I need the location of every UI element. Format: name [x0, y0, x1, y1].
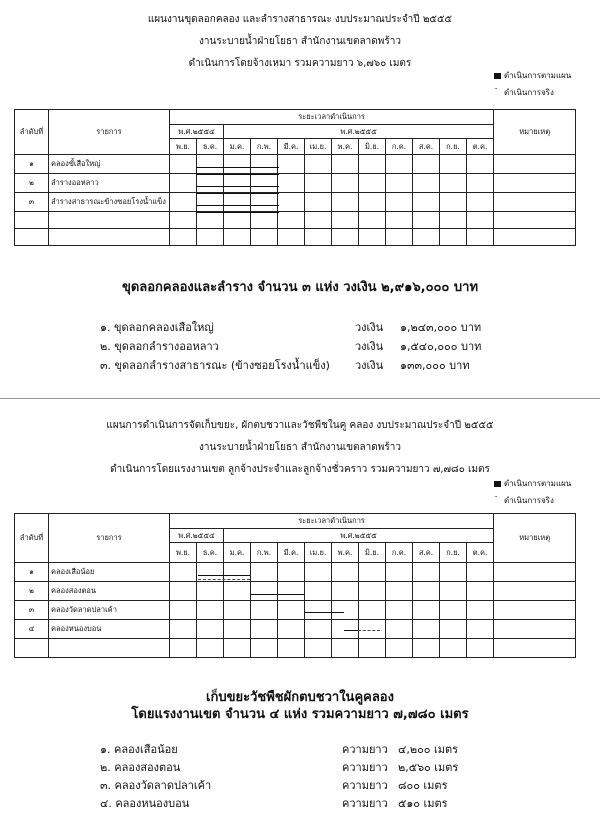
schedule-table — [14, 109, 576, 246]
doc-subtitle: งานระบายน้ำฝ่ายโยธา สำนักงานเขตลาดพร้าว — [199, 36, 401, 47]
plan-bar — [250, 594, 304, 595]
plan-bar — [198, 575, 250, 576]
col-header-item: รายการ — [49, 110, 170, 155]
doc-subtitle-2: ดำเนินการโดยแรงงานเขต ลูกจ้างประจำและลูกจ้างชั่วคราว รวมความยาว ๗,๗๘๐ เมตร — [110, 464, 490, 475]
month-header: มิ.ย. — [359, 543, 386, 563]
summary-key: วงเงิน — [355, 359, 384, 372]
summary-value: ๒,๕๖๐ เมตร — [398, 761, 459, 774]
solid-square-icon — [494, 73, 501, 79]
col-header-period: ระยะเวลาดำเนินการ — [170, 514, 494, 529]
plan-bar — [196, 186, 279, 187]
schedule-table — [14, 513, 576, 658]
year-header: พ.ศ.๒๕๕๕ — [224, 125, 494, 139]
col-header-no: ลำดับที่ — [15, 514, 49, 563]
summary-item: ๑. ขุดลอกคลองเสือใหญ่ — [100, 321, 214, 334]
summary-item: ๒. คลองสองตอน — [100, 761, 181, 774]
month-header: ต.ค. — [467, 139, 494, 155]
month-header: เม.ย. — [305, 139, 332, 155]
col-header-period: ระยะเวลาดำเนินการ — [170, 110, 494, 125]
legend-plan: ดำเนินการตามแผน — [494, 69, 571, 82]
dots-icon: ·· — [494, 85, 497, 93]
summary-value: ๑,๒๔๓,๐๐๐ บาท — [400, 321, 482, 334]
summary-key: ความยาว — [342, 761, 388, 774]
month-header: มิ.ย. — [359, 139, 386, 155]
summary-key: วงเงิน — [355, 321, 384, 334]
plan-bar — [196, 212, 279, 213]
plan-bar — [196, 205, 279, 206]
plan-bar — [196, 167, 279, 168]
plan-bar — [304, 612, 344, 613]
month-header: พ.ย. — [170, 543, 197, 563]
plan-bar — [196, 174, 279, 175]
legend-plan: ดำเนินการตามแผน — [494, 477, 571, 490]
legend-actual: ·· ดำเนินการจริง — [494, 85, 554, 97]
summary-item: ๒. ขุดลอกลำรางออหลาว — [100, 340, 219, 353]
table-row: ๒ คลองสองตอน — [15, 582, 576, 601]
dots-icon: ·· — [494, 493, 497, 501]
table-row: ๓ ลำรางสาธารณะข้างซอยโรงน้ำแข็ง — [15, 193, 576, 212]
table-row — [15, 639, 576, 658]
month-header: พ.ย. — [170, 139, 197, 155]
doc-title: แผนการดำเนินการจัดเก็บขยะ, ผักตบชวาและวัชพืชในคู คลอง งบประมาณประจำปี ๒๕๕๕ — [106, 420, 494, 431]
year-header: พ.ศ.๒๕๕๔ — [170, 529, 224, 543]
month-header: ก.พ. — [251, 139, 278, 155]
doc-subtitle-2: ดำเนินการโดยจ้างเหมา รวมความยาว ๖,๗๖๐ เมตร — [188, 58, 412, 69]
summary-key: ความยาว — [342, 797, 388, 810]
summary-key: ความยาว — [342, 743, 388, 756]
summary-value: ๕๑๐ เมตร — [398, 797, 448, 810]
month-header: มี.ค. — [278, 139, 305, 155]
actual-bar — [358, 630, 380, 631]
legend-actual: ·· ดำเนินการจริง — [494, 493, 554, 505]
month-header: ก.ย. — [440, 139, 467, 155]
col-header-no: ลำดับที่ — [15, 110, 49, 155]
month-header: ต.ค. — [467, 543, 494, 563]
section-divider — [0, 398, 600, 399]
summary-value: ๔,๒๐๐ เมตร — [398, 743, 459, 756]
table-row — [15, 229, 576, 246]
year-header: พ.ศ.๒๕๕๔ — [170, 125, 224, 139]
year-header: พ.ศ.๒๕๕๕ — [224, 529, 494, 543]
actual-bar — [198, 579, 250, 580]
month-header: ก.ค. — [386, 139, 413, 155]
month-header: ม.ค. — [224, 543, 251, 563]
table-row — [15, 212, 576, 229]
summary-value: ๑๓๓,๐๐๐ บาท — [400, 359, 470, 372]
summary-item: ๑. คลองเสือน้อย — [100, 743, 178, 756]
month-header: ธ.ค. — [197, 139, 224, 155]
table-row: ๔ คลองหนองบอน — [15, 620, 576, 639]
month-header: เม.ย. — [305, 543, 332, 563]
summary-item: ๓. ขุดลอกลำรางสาธารณะ (ข้างซอยโรงน้ำแข็ง) — [100, 359, 330, 372]
month-header: ส.ค. — [413, 543, 440, 563]
month-header: มี.ค. — [278, 543, 305, 563]
summary-title: ขุดลอกคลองและลำราง จำนวน ๓ แห่ง วงเงิน ๒,๙๑๖,๐๐๐ บาท — [121, 280, 479, 295]
table-row: ๓ คลองวัดลาดปลาเค้า — [15, 601, 576, 620]
summary-item: ๓. คลองวัดลาดปลาเค้า — [100, 779, 212, 792]
month-header: พ.ค. — [332, 543, 359, 563]
month-header: ก.พ. — [251, 543, 278, 563]
month-header: ธ.ค. — [197, 543, 224, 563]
summary-key: ความยาว — [342, 779, 388, 792]
month-header: ม.ค. — [224, 139, 251, 155]
doc-title: แผนงานขุดลอกคลอง และลำรางสาธารณะ งบประมาณประจำปี ๒๕๕๕ — [147, 14, 453, 25]
col-header-note: หมายเหตุ — [494, 110, 576, 155]
solid-square-icon — [494, 481, 501, 487]
table-row: ๑ คลองเสือน้อย — [15, 563, 576, 582]
summary-value: ๘๐๐ เมตร — [398, 779, 448, 792]
month-header: พ.ค. — [332, 139, 359, 155]
summary-item: ๔. คลองหนองบอน — [100, 797, 190, 810]
plan-bar — [344, 630, 358, 631]
summary-subtitle: โดยแรงงานเขต จำนวน ๔ แห่ง รวมความยาว ๗,๗๘๐ เมตร — [131, 707, 469, 722]
month-header: ก.ค. — [386, 543, 413, 563]
doc-subtitle: งานระบายน้ำฝ่ายโยธา สำนักงานเขตลาดพร้าว — [199, 442, 401, 453]
col-header-note: หมายเหตุ — [494, 514, 576, 563]
table-row: ๒ ลำรางออหลาว — [15, 174, 576, 193]
month-header: ก.ย. — [440, 543, 467, 563]
table-row: ๑ คลองขั้เสือใหญ่ — [15, 155, 576, 174]
summary-value: ๑,๕๔๐,๐๐๐ บาท — [400, 340, 482, 353]
summary-title: เก็บขยะวัชพืชผักตบชวาในคูคลอง — [206, 690, 394, 705]
summary-key: วงเงิน — [355, 340, 384, 353]
col-header-item: รายการ — [49, 514, 170, 563]
month-header: ส.ค. — [413, 139, 440, 155]
plan-bar — [196, 193, 279, 194]
